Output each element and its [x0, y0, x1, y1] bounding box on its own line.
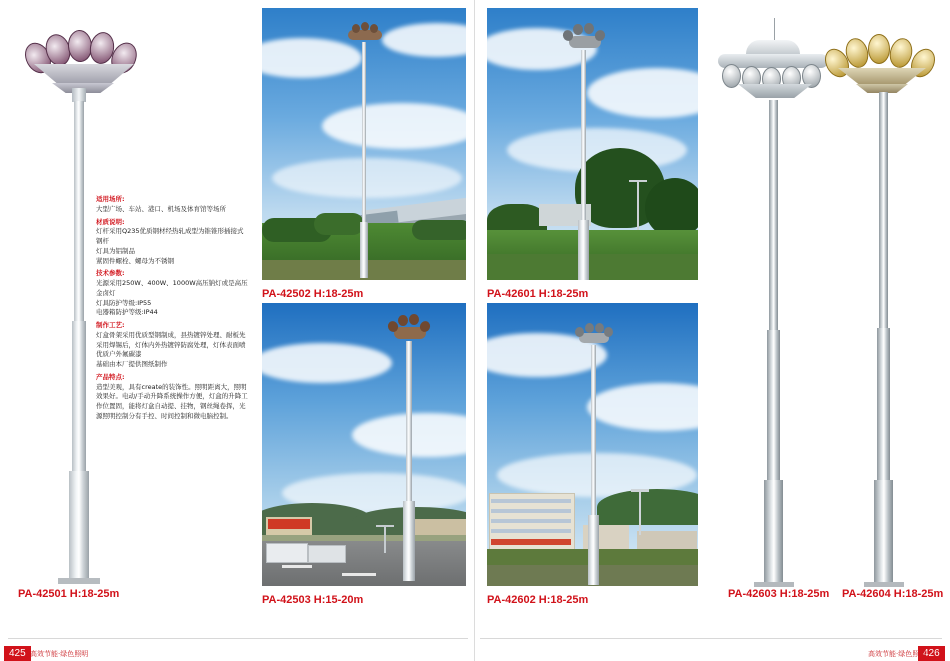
pole-base-plate — [58, 578, 100, 584]
photo-pa42602 — [487, 303, 698, 586]
caption-pa42502: PA-42502 H:18-25m — [262, 288, 364, 300]
pole-upper-section — [74, 101, 84, 321]
pole-upper-section — [769, 100, 778, 330]
spec-material-line3: 紧固件螺栓、螺母为不锈钢 — [96, 256, 174, 265]
product-illustration-pa42604 — [818, 8, 944, 586]
caption-pa42603: PA-42603 H:18-25m — [728, 588, 830, 600]
spec-material-line2: 灯具为铝制品 — [96, 246, 135, 255]
spec-heading-application: 适用场所: — [96, 195, 125, 203]
pole-middle-section — [877, 328, 890, 480]
photo-pa42503 — [262, 303, 466, 586]
lamp-crown-icon — [571, 321, 617, 347]
spec-heading-process: 制作工艺: — [96, 321, 125, 329]
page-fold-line — [474, 0, 475, 661]
spec-heading-features: 产品特点: — [96, 372, 125, 381]
lamp-crown-icon — [716, 38, 834, 100]
caption-pa42601: PA-42601 H:18-25m — [487, 288, 589, 300]
pole-base-plate — [864, 582, 904, 587]
footer-slogan-right: 高效节能·绿色照明 — [868, 650, 927, 658]
pole-lower-section — [764, 480, 783, 584]
pole-base-plate — [754, 582, 794, 587]
caption-pa42602: PA-42602 H:18-25m — [487, 594, 589, 606]
page-number-right: 426 — [918, 646, 945, 661]
pole-upper-section — [879, 92, 888, 328]
lamp-collar — [72, 88, 86, 102]
spec-parameters-line2: 灯具防护等级:IP55 — [96, 298, 152, 307]
pole-lower-section — [874, 480, 893, 584]
spec-heading-parameters: 技术参数: — [96, 269, 125, 278]
caption-pa42501: PA-42501 H:18-25m — [18, 588, 120, 600]
right-footer-rule — [480, 638, 942, 639]
spec-process-line2: 基础由本厂提供图纸制作 — [96, 360, 168, 368]
spec-material-line1: 灯杆采用Q235优质钢材经热轧成型为锥锥形插接式钢杆 — [96, 227, 244, 245]
pole-middle-section — [72, 321, 86, 471]
lamp-crown-icon — [348, 24, 382, 44]
photo-pa42502 — [262, 8, 466, 280]
pole-middle-section — [767, 330, 780, 480]
spec-application-body: 大型广场、车站、港口、机场及体育馆等场所 — [96, 204, 226, 213]
product-illustration-pa42603 — [700, 8, 830, 586]
lamp-crown-icon — [826, 30, 942, 92]
page-number-left: 425 — [4, 646, 31, 661]
left-footer-rule — [8, 638, 468, 639]
spec-process-line1: 灯盒骨架采用优质型钢制成，县热镀锌处理、耐板先采用焊锡后，灯体内外热镀锌防腐处理，灯体表面喷优质户外氟碳漆 — [96, 330, 246, 359]
pole-lower-section — [69, 471, 89, 581]
caption-pa42503: PA-42503 H:15-20m — [262, 594, 364, 606]
caption-pa42604: PA-42604 H:18-25m — [842, 588, 944, 600]
spec-parameters-line1: 光源采用250W、400W、1000W高压钠灯或是高压金卤灯 — [96, 279, 248, 297]
spec-parameters-line3: 电器箱防护等级:IP44 — [96, 308, 158, 317]
lamp-crown-icon — [386, 313, 434, 343]
lamp-crown-icon — [561, 22, 609, 52]
photo-pa42601 — [487, 8, 698, 280]
spec-features-line1: 造型美观，具有create的装饰性。照明距离大，照明效果好。电动/手动升降系统操作方便，灯盒的升降工作位置固，能将灯盒自动提、挂物，钢丝绳卷挥，光源照明控制分有手控、时间控制和微电脑控制。 — [96, 382, 248, 420]
specification-text-block — [96, 192, 248, 422]
lightning-rod — [774, 18, 775, 40]
footer-slogan-left: 高效节能·绿色照明 — [30, 650, 89, 658]
lamp-crown-icon — [24, 28, 142, 88]
spec-heading-material: 材质说明: — [96, 217, 125, 226]
